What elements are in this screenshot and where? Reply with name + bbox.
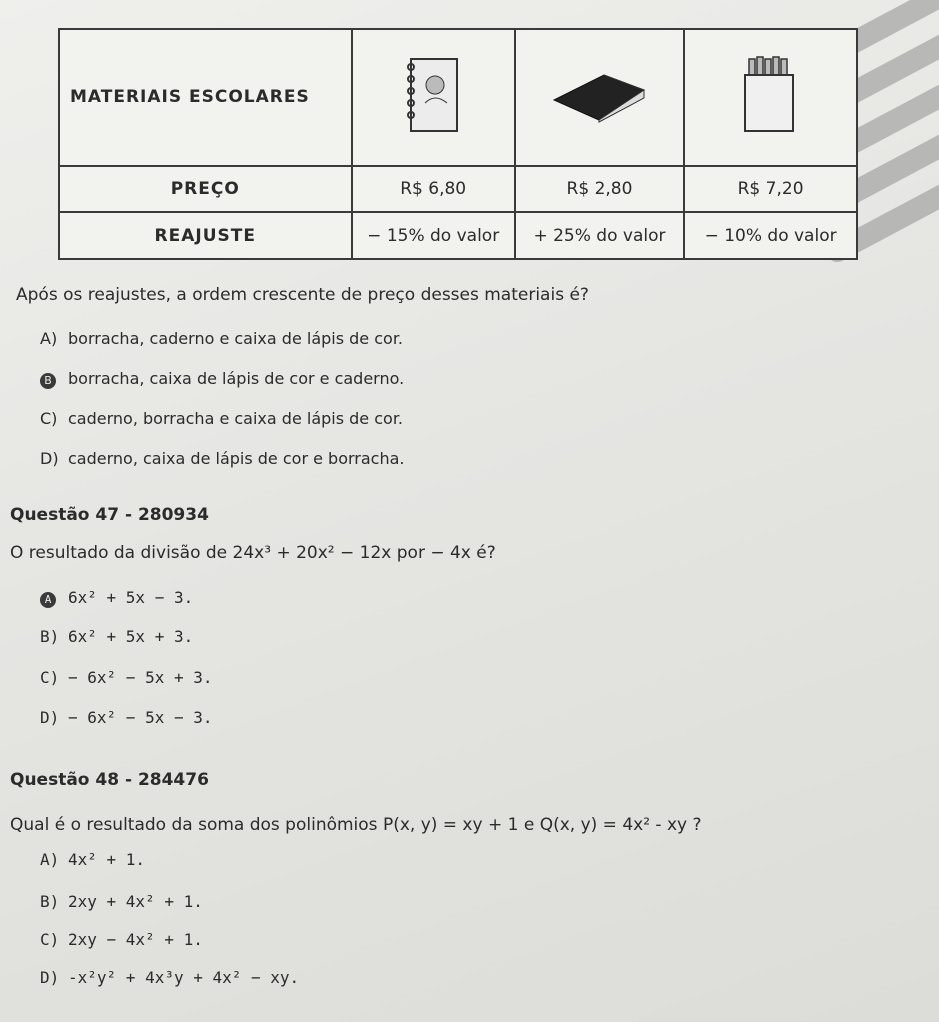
pencil-box-adjust: − 10% do valor	[684, 212, 857, 259]
q46-option-c[interactable]	[40, 409, 403, 428]
q48-title: Questão 48 - 284476	[10, 770, 209, 790]
option-text: 6x² + 5x + 3.	[68, 627, 194, 646]
option-letter: B)	[40, 627, 60, 646]
option-letter: A)	[40, 850, 60, 869]
option-letter: D)	[40, 968, 60, 987]
adjust-row-label: REAJUSTE	[59, 212, 352, 259]
q48-option-c[interactable]	[40, 930, 203, 949]
colored-pencil-box-icon	[741, 55, 801, 135]
notebook-icon	[403, 55, 463, 135]
answer-mark-icon: A	[40, 592, 56, 608]
q48-option-d[interactable]	[40, 968, 299, 987]
price-row-label: PREÇO	[59, 166, 352, 213]
pencil-box-price: R$ 7,20	[684, 166, 857, 213]
materials-table	[58, 28, 858, 260]
pencil-box-cell	[684, 29, 857, 166]
option-text: 6x² + 5x − 3.	[68, 588, 194, 607]
eraser-price: R$ 2,80	[515, 166, 684, 213]
q48-option-b[interactable]	[40, 892, 203, 911]
option-letter: C)	[40, 930, 60, 949]
q47-option-b[interactable]	[40, 627, 193, 646]
notebook-price: R$ 6,80	[352, 166, 515, 213]
answer-mark-icon: B	[40, 373, 56, 389]
option-text: 2xy − 4x² + 1.	[68, 930, 203, 949]
eraser-icon	[544, 60, 654, 130]
q47-title: Questão 47 - 280934	[10, 505, 209, 525]
q48-option-a[interactable]	[40, 850, 145, 869]
eraser-adjust: + 25% do valor	[515, 212, 684, 259]
eraser-cell	[515, 29, 684, 166]
option-letter	[40, 369, 68, 389]
option-text: − 6x² − 5x − 3.	[68, 708, 213, 727]
option-letter: C)	[40, 668, 60, 687]
q47-option-d[interactable]	[40, 708, 213, 727]
table-header: MATERIAIS ESCOLARES	[59, 29, 352, 166]
notebook-adjust: − 15% do valor	[352, 212, 515, 259]
option-text: caderno, borracha e caixa de lápis de cor.	[68, 409, 404, 428]
option-letter: B)	[40, 892, 60, 911]
option-letter	[40, 588, 68, 608]
q46-option-b[interactable]	[40, 369, 404, 389]
option-text: 2xy + 4x² + 1.	[68, 892, 203, 911]
q46-text: Após os reajustes, a ordem crescente de preço desses materiais é?	[16, 285, 589, 305]
q48-text: Qual é o resultado da soma dos polinômios P(x, y) = xy + 1 e Q(x, y) = 4x² - xy ?	[10, 815, 702, 835]
option-text: 4x² + 1.	[68, 850, 146, 869]
option-letter: A)	[40, 329, 58, 348]
option-text: borracha, caixa de lápis de cor e caderno.	[68, 369, 405, 388]
q46-option-d[interactable]	[40, 449, 404, 468]
option-text: -x²y² + 4x³y + 4x² − xy.	[68, 968, 300, 987]
option-letter: D)	[40, 449, 59, 468]
q46-option-a[interactable]	[40, 329, 403, 348]
option-text: caderno, caixa de lápis de cor e borracha.	[68, 449, 405, 468]
notebook-cell	[352, 29, 515, 166]
q47-option-c[interactable]	[40, 668, 213, 687]
option-text: − 6x² − 5x + 3.	[68, 668, 213, 687]
option-text: borracha, caderno e caixa de lápis de cor.	[68, 329, 404, 348]
option-letter: D)	[40, 708, 60, 727]
q47-text: O resultado da divisão de 24x³ + 20x² − 12x por − 4x é?	[10, 543, 496, 563]
option-letter: C)	[40, 409, 58, 428]
q47-option-a[interactable]	[40, 588, 193, 608]
